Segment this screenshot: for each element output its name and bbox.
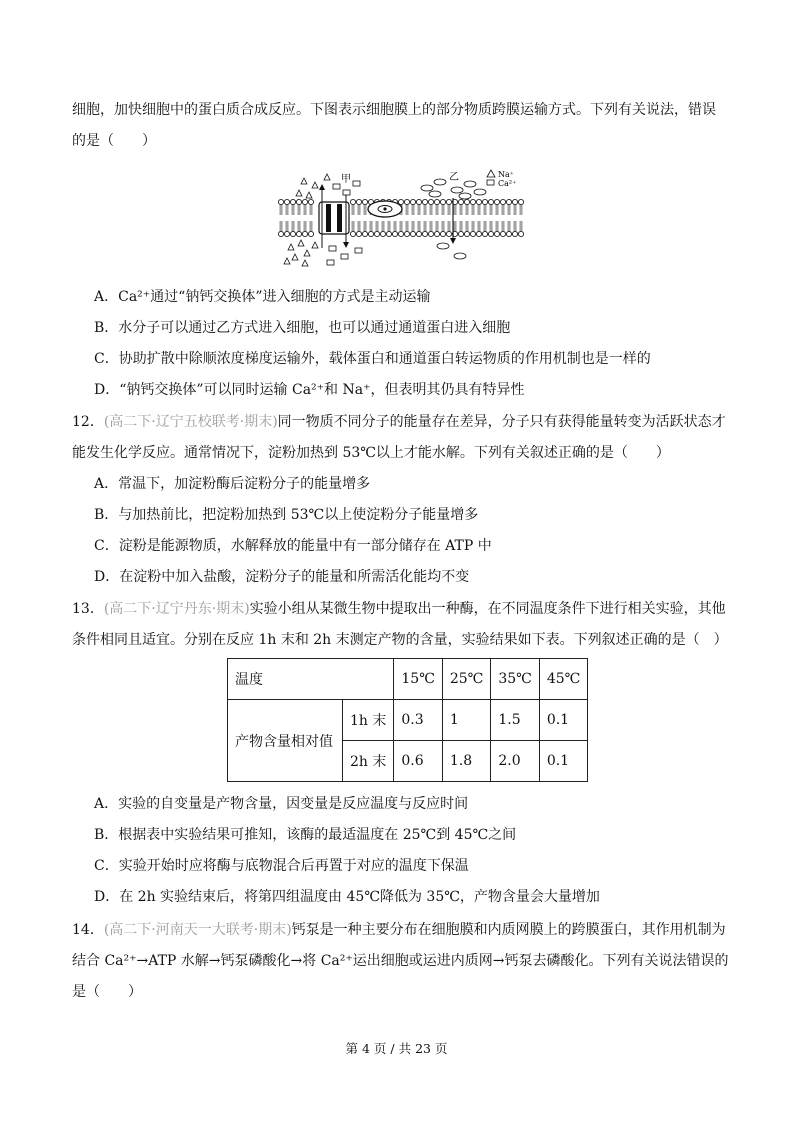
- membrane-transport-figure: [275, 168, 525, 270]
- q14-stem-text: 钙泵是一种主要分布在细胞膜和内质网膜上的跨膜蛋白，其作用机制为: [291, 922, 726, 938]
- table-row: [228, 700, 588, 741]
- q12-option-c: C．淀粉是能源物质，水解释放的能量中有一部分储存在 ATP 中: [94, 538, 492, 554]
- intro-line-1: 细胞，加快细胞中的蛋白质合成反应。下图表示细胞膜上的部分物质跨膜运输方式。下列有关说法，错误: [72, 102, 716, 118]
- q14-stem-line-2: 结合 Ca²⁺→ATP 水解→钙泵磷酸化→将 Ca²⁺运出细胞或运进内质网→钙泵去磷酸化。下列有关说法错误的: [72, 953, 729, 969]
- q12-stem-line-2: 能发生化学反应。通常情况下，淀粉加热到 53℃以上才能水解。下列有关叙述正确的是（ ）: [72, 445, 670, 461]
- table-cell: 0.1: [539, 741, 587, 782]
- q12-option-b: B．与加热前比，把淀粉加热到 53℃以上使淀粉分子能量增多: [94, 507, 479, 523]
- table-cell: 0.6: [394, 741, 442, 782]
- q12-source: (高二下·辽宁五校联考·期末): [103, 414, 278, 430]
- table-cell: 2.0: [491, 741, 539, 782]
- q14-stem-line-3: 是（ ）: [72, 984, 142, 1000]
- q12-stem-text: 同一物质不同分子的能量存在差异，分子只有获得能量转变为活跃状态才: [277, 414, 726, 430]
- q13-stem-text: 实验小组从某微生物中提取出一种酶，在不同温度条件下进行相关实验，其他: [249, 601, 726, 617]
- experiment-table: [227, 658, 588, 782]
- table-time-2h: 2h 末: [343, 741, 394, 782]
- table-temp-25: 25℃: [442, 659, 490, 700]
- q13-stem-line-1: [72, 599, 726, 619]
- q11-option-c: C．协助扩散中除顺浓度梯度运输外，载体蛋白和通道蛋白转运物质的作用机制也是一样的: [94, 351, 651, 367]
- table-cell: 0.1: [539, 700, 587, 741]
- table-temp-45: 45℃: [539, 659, 587, 700]
- q14-number: 14．: [72, 922, 104, 938]
- table-cell: 0.3: [394, 700, 442, 741]
- label-yi: 乙: [449, 172, 459, 183]
- table-time-1h: 1h 末: [343, 700, 394, 741]
- q13-number: 13．: [72, 601, 104, 617]
- legend-na: Na⁺: [498, 170, 514, 179]
- q13-option-a: A．实验的自变量是产物含量，因变量是反应温度与反应时间: [94, 796, 469, 812]
- q11-option-d: D．“钠钙交换体”可以同时运输 Ca²⁺和 Na⁺，但表明其仍具有特异性: [94, 382, 525, 398]
- table-cell: 1.5: [491, 700, 539, 741]
- q12-option-a: A．常温下，加淀粉酶后淀粉分子的能量增多: [94, 476, 371, 492]
- q11-option-a: A．Ca²⁺通过“钠钙交换体”进入细胞的方式是主动运输: [94, 289, 431, 305]
- table-temp-35: 35℃: [491, 659, 539, 700]
- q13-option-b: B．根据表中实验结果可推知，该酶的最适温度在 25℃到 45℃之间: [94, 827, 517, 843]
- q11-option-b: B．水分子可以通过乙方式进入细胞，也可以通过通道蛋白进入细胞: [94, 320, 511, 336]
- q12-number: 12．: [72, 414, 104, 430]
- q13-source: (高二下·辽宁丹东·期末): [103, 601, 250, 617]
- q14-stem-line-1: [72, 920, 726, 940]
- q13-option-d: D．在 2h 实验结束后，将第四组温度由 45℃降低为 35℃，产物含量会大量增加: [94, 889, 600, 905]
- legend-ca: Ca²⁺: [498, 179, 517, 188]
- q13-option-c: C．实验开始时应将酶与底物混合后再置于对应的温度下保温: [94, 858, 469, 874]
- q12-option-d: D．在淀粉中加入盐酸，淀粉分子的能量和所需活化能均不变: [94, 569, 470, 585]
- q14-source: (高二下·河南天一大联考·期末): [103, 922, 292, 938]
- table-row-label: 产物含量相对值: [228, 700, 343, 782]
- table-header-row: [228, 659, 588, 700]
- table-header-label: 温度: [228, 659, 394, 700]
- q13-stem-line-2: 条件相同且适宜。分别在反应 1h 末和 2h 末测定产物的含量，实验结果如下表。下列叙述正确的是（ ）: [72, 632, 728, 648]
- page-footer: 第 4 页 / 共 23 页: [345, 1041, 448, 1056]
- table-temp-15: 15℃: [394, 659, 442, 700]
- table-cell: 1: [442, 700, 490, 741]
- table-cell: 1.8: [442, 741, 490, 782]
- intro-line-2: 的是（ ）: [72, 133, 156, 149]
- q12-stem-line-1: [72, 412, 726, 432]
- membrane-protein-oval: [368, 201, 402, 217]
- label-jia: 甲: [341, 174, 351, 185]
